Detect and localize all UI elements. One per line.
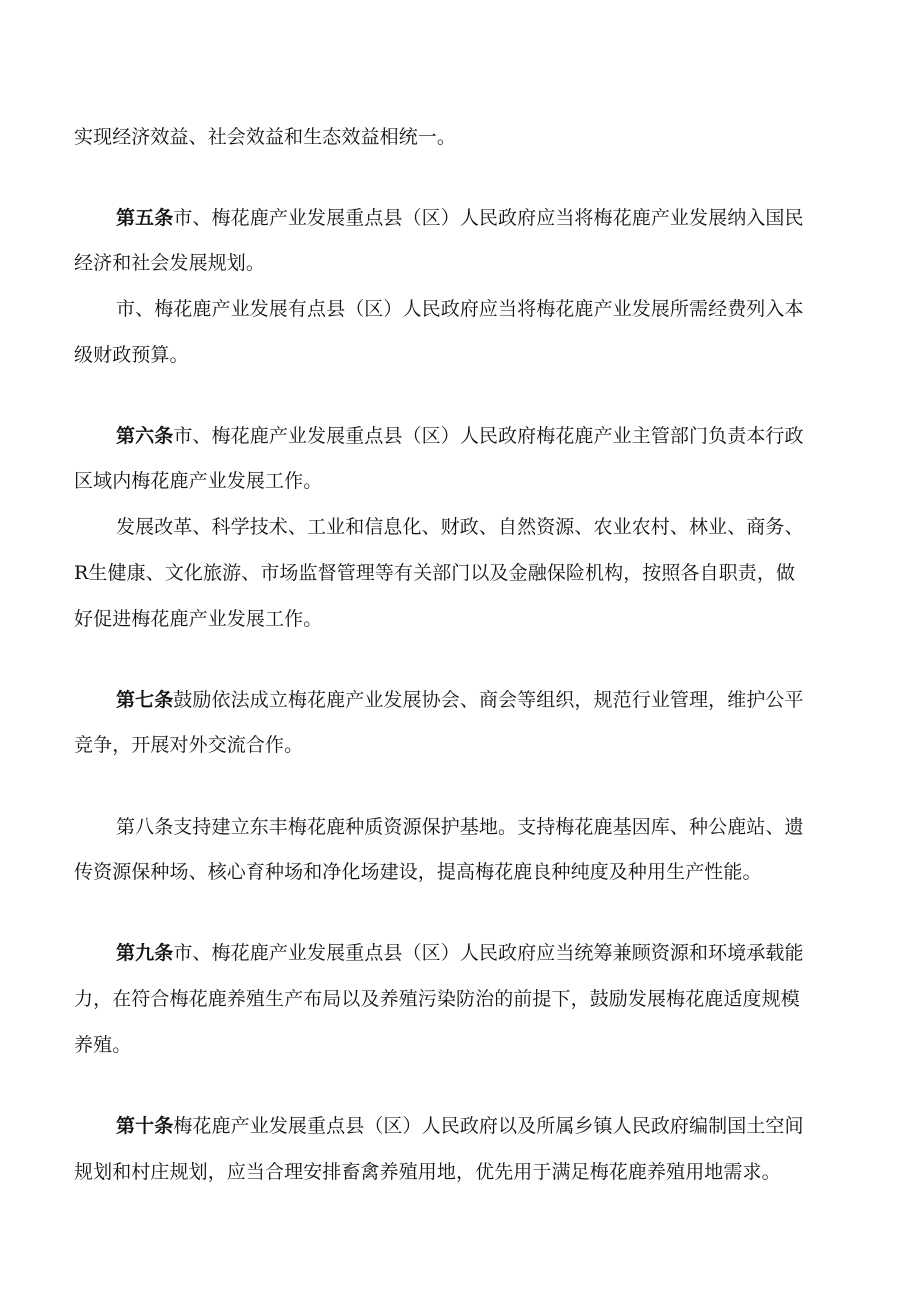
paragraph-line — [74, 248, 920, 278]
paragraph-line — [74, 730, 920, 760]
paragraph-line — [116, 294, 920, 324]
line-text: 力，在符合梅花鹿养殖生产布局以及养殖污染防治的前提下，鼓励发展梅花鹿适度规模 — [74, 988, 800, 1010]
line-text: R生健康、文化旅游、市场监督管理等有关部门以及金融保险机构，按照各自职责，做 — [74, 562, 796, 584]
article-number: 第七条 — [116, 689, 174, 711]
line-text: 实现经济效益、社会效益和生态效益相统一。 — [74, 126, 457, 148]
article-number: 第十条 — [116, 1115, 174, 1137]
line-text: 市、梅花鹿产业发展重点县（区）人民政府梅花鹿产业主管部门负责本行政 — [173, 425, 804, 447]
line-text: 第八条支持建立东丰梅花鹿种质资源保护基地。支持梅花鹿基因库、种公鹿站、遗 — [116, 816, 804, 838]
article-7-heading-line — [116, 685, 920, 715]
line-text: 级财政预算。 — [74, 344, 189, 366]
article-9-heading-line — [116, 938, 920, 968]
line-text: 经济和社会发展规划。 — [74, 252, 266, 274]
article-number: 第五条 — [116, 207, 174, 229]
line-text: 发展改革、科学技术、工业和信息化、财政、自然资源、农业农村、林业、商务、 — [116, 516, 804, 538]
line-text: 鼓励依法成立梅花鹿产业发展协会、商会等组织，规范行业管理，维护公平 — [173, 689, 804, 711]
line-text: 养殖。 — [74, 1034, 132, 1056]
line-text: 市、梅花鹿产业发展重点县（区）人民政府应当将梅花鹿产业发展纳入国民 — [173, 207, 804, 229]
line-text: 传资源保种场、核心育种场和净化场建设，提高梅花鹿良种纯度及种用生产性能。 — [74, 861, 762, 883]
paragraph-line — [74, 984, 920, 1014]
line-text: 市、梅花鹿产业发展有点县（区）人民政府应当将梅花鹿产业发展所需经费列入本 — [116, 298, 804, 320]
paragraph-line — [74, 1157, 920, 1187]
article-10-heading-line — [116, 1111, 920, 1141]
article-number: 第九条 — [116, 942, 174, 964]
paragraph-line — [74, 558, 920, 588]
paragraph-line — [116, 512, 920, 542]
line-text: 规划和村庄规划，应当合理安排畜禽养殖用地，优先用于满足梅花鹿养殖用地需求。 — [74, 1161, 781, 1183]
line-text: 市、梅花鹿产业发展重点县（区）人民政府应当统筹兼顾资源和环境承载能 — [173, 942, 804, 964]
paragraph-line — [74, 1030, 920, 1060]
paragraph-line — [74, 122, 920, 152]
article-6-heading-line — [116, 421, 920, 451]
line-text: 竞争，开展对外交流合作。 — [74, 734, 304, 756]
line-text: 好促进梅花鹿产业发展工作。 — [74, 608, 323, 630]
paragraph-line — [74, 857, 920, 887]
article-5-heading-line — [116, 203, 920, 233]
article-number: 第六条 — [116, 425, 174, 447]
line-text: 梅花鹿产业发展重点县（区）人民政府以及所属乡镇人民政府编制国土空间 — [173, 1115, 804, 1137]
line-text: 区域内梅花鹿产业发展工作。 — [74, 470, 323, 492]
paragraph-line — [74, 340, 920, 370]
paragraph-line — [74, 466, 920, 496]
paragraph-line — [74, 604, 920, 634]
article-8-line — [116, 812, 920, 842]
